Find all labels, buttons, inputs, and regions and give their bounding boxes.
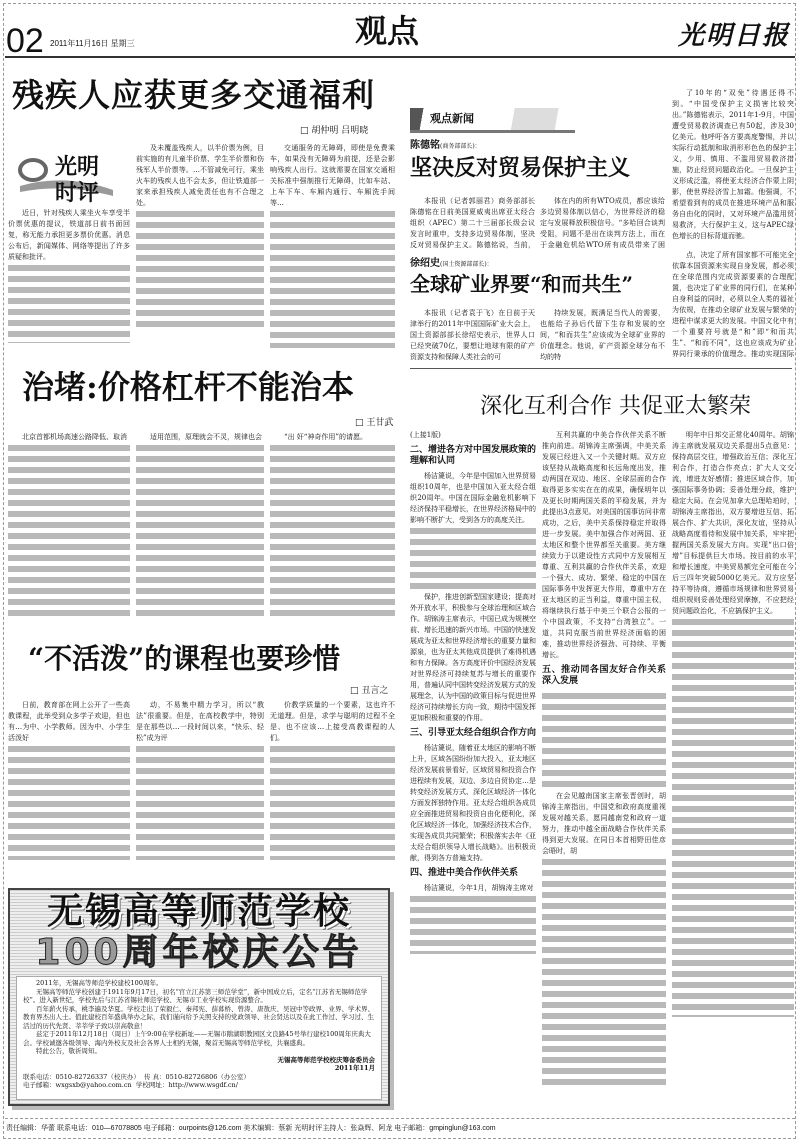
article-column: 近日，针对残疾人乘坐火车享受半价票优惠的提议，铁道部日前书面回复，称无能力承担更多票价优惠。消息公布后，新闻媒体、网络等提出了许多质疑和批评。: [8, 208, 130, 348]
article-column: “出 奸“神奇作用”的请愿。: [270, 432, 395, 620]
ad-email-link[interactable]: 电子邮箱：wxgsxb@yahoo.com.cn: [23, 1081, 132, 1089]
headline-courses: “不活泼”的课程也要珍惜: [28, 642, 341, 675]
article-column: 持续发展，既满足当代人的需要，也能给子孙后代留下生存和发展的空间，“和而共生”应该成为全球矿业界的价值理念。他说，矿产资源全球分布不均的特: [540, 309, 665, 361]
news-section-tab: 观点新闻: [410, 108, 575, 133]
masthead-logo: 光明日报: [677, 21, 790, 51]
byline: □ 丑言之: [350, 686, 389, 696]
article-column: 本报讯（记者郭丽君）商务部部长陈德铭在日前美国夏威夷出席亚太经合组织（APEC）第二十三届部长级会议发言时重申，支持多边贸易体制，坚决反对贸易保护主义。陈德铭说，当前，: [410, 197, 535, 249]
article-column: 及未覆盖残疾人，以半价票为例，目前实施的有儿童半价票、学生半价票和伤残军人半价票等。…不管减免可行，乘坐火车的残疾人也不会太多，但让铁道部一家来承担残疾人减免责任也有不合理之处。: [136, 143, 264, 348]
editor-credits: 责任编辑：华蕾 联系电话：010—67078805 电子邮箱：ourpoints@126.com 美术编辑：蔡新 光明时评主持人：张焱辉、阿龙 电子邮箱：gmpinglun@163.com: [6, 1125, 496, 1132]
article-column: 适用范围，原理就会不灵，规律也会: [136, 432, 264, 620]
article-column: 本报讯（记者袁于飞）在日前于天津举行的2011年中国国际矿业大会上，国土资源部部长徐绍史表示，世界人口已经突破70亿，要想让地球有限的矿产资源支持和保障人类社会的可: [410, 309, 535, 361]
headline-traffic-pricing: 治堵:价格杠杆不能治本: [22, 368, 354, 406]
header-rule: [5, 56, 795, 58]
ad-title: 无锡高等师范学校: [46, 891, 351, 932]
article-column: 日前，教育部在网上公开了一些高教课程，此举受到众多学子欢迎，但也有…为中、小学教师。因为中、小学生活泼好: [8, 700, 130, 860]
column-logo-shiping: [15, 148, 115, 206]
headline-trade-protectionism: 坚决反对贸易保护主义: [410, 155, 631, 181]
issue-date: 2011年11月16日 星期三: [50, 39, 135, 48]
speaker-name: 陈德铭(商务部部长)：: [410, 140, 481, 151]
school-anniversary-ad: [8, 888, 390, 1106]
speaker-name: 徐绍史(国土资源部部长)：: [410, 258, 493, 269]
byline: □ 王甘武: [355, 418, 394, 428]
article-column: 北京首都机场高速公路降低、取消: [8, 432, 130, 620]
article-column: 明年中日邦交正常化40周年。胡锦涛主席就发展双边关系提出5点意见：保持高层交往，增强政治互信；深化互利合作，打造合作亮点；扩大人文交流，增进友好感情；推进区域合作，加强国际事务协调；妥善处理分歧，维护稳定大局。在会见加拿大总理哈珀时，胡锦涛主席指出，双方要增进互信、拓展合作、扩大共识，深化友谊，坚持从战略高度看待和发展中加关系，牢牢把握两国关系发展大方向。实现“出口倍增”目标提供巨大市场。按目前的水平和增长速度，中美贸易额完全可能在今后三四年突破5000亿美元。双方应坚持平等协商，遵循市场规律和世界贸易组织规则妥善处理经贸摩擦，不应把经贸问题政治化，不应搞保护主义。: [672, 430, 794, 1090]
article-column: 价教学质量的一个要素，这也许不无道理。但是，求学与聪明的过程不全是、也不应该…上接受高教课程的人们。: [270, 700, 395, 860]
ad-website-link[interactable]: 学校网址：http://www.wsgdf.cn/: [135, 1081, 238, 1089]
ad-body: 2011年，无锡高等师范学校建校100周年。 无锡高等师范学校创建于1911年9月17日，初名“官立江苏第三师范学堂”，新中国成立后，定名“江苏省无锡师范学校”。进入新世纪，学校先后与江苏省锡社师范学校、无锡市工业学校实现资源整合。 百年薪火传承，桃李遍及华夏。学校走出了荣毅仁、秦邦宪、薛暮桥、曾涛、唐敖庆、吴冠中等政界、业界、学术界、教育界杰出人士。值此建校百年盛典举办之际，我们谨向给予关照支持的党政领导、社会贤达以及在此工作过、学习过、生活过的历代先贤、莘莘学子致以崇高敬意！ 兹定于2011年12月18日（周日）上午9:00在学校新址——无锡市鹅湖职教园区文良路45号举行建校100周年庆典大会。学校诚邀各级领导、海内外校友及社会各界人士相约无锡，聚首无锡高等师范学校，共襄盛典。 特此公告，敬祈周知。 无锡高等师范学校校庆筹备委员会 2011年11月 联系电话：0510-82726337（校庆办） 传 真：0510-82726806（办公室） 电子邮箱：wxgsxb@yahoo.com.cn 学校网址：http://www.wsgdf.cn/: [16, 976, 382, 1100]
article-column: 互利共赢的中美合作伙伴关系不断推向前进。胡锦涛主席强调，中美关系发展已经进入又一个关键时期。双方应该坚持从战略高度和长远角度出发，推动两国在双边、地区、全球层面的合作取得更多实实在在的成果，确保明年以及更长时期两国关系的平稳发展，并为此提出3点意见。对美国的国事访问非常成功，之后，美中关系保持稳定并取得进一步发展。美中加强合作对两国、亚太地区和整个世界都至关重要。美方继续致力于以建设性方式同中方发展相互尊重、互利共赢的合作伙伴关系，欢迎一个强大、成功、繁荣、稳定的中国在国际事务中发挥更大作用，尊重中方在亚太地区的正当利益，尊重中国主权，将继续执行基于中美三个联合公报的一个中国政策，不支持“台湾独立”。一道，共同克服当前世界经济面临的困难，推动世界经济强劲、可持续、平衡增长。 五、推动同各国友好合作关系深入发展 在会见越南国家主席张晋创时，胡锦涛主席指出，中国党和政府高度重视发展对越关系，愿同越南党和政府一道努力，推动中越全面战略合作伙伴关系得到更大发展。在同日本首相野田佳彦会晤时，胡: [542, 430, 666, 1090]
headline-disabled-transport: 残疾人应获更多交通福利: [12, 76, 376, 114]
article-column: 了10年的“双免”待遇还得不到。“中国受保护主义损害比较突出。”陈德铭表示，2011年1-9月，中国遭受贸易救济调查已有50起，涉及30亿美元。他呼吁各方要高度警惕，并以实际行动抵制和取消形形色色的保护主义，少用、慎用、不滥用贸易救济措施，防止经贸问题政治化。一旦保护主义形成泛滥，将使亚太经济合作蒙上阴影，使世界经济雪上加霜。他强调，不希望看到有的成员在推进环境产品和服务自由化的同时，又对环境产品滥用贸易救济，大行保护主义，这与APEC绿色增长的目标背道而驰。 点，决定了所有国家都不可能完全依靠本国资源来实现自身发展，都必须在全球范围内完成资源要素的合理配置，也决定了矿业界的同行们，在某种自身利益的同时，必须以全人类的福祉为依规，在推动全球矿业发展与繁荣的进程中谋求更大的发展。中国文化中有一个重要符号就是“和”即“和而共生”、“和而不同”，这也应该成为矿业界同行秉承的价值理念。推动实现国际: [672, 89, 794, 358]
section-title: 观点: [355, 12, 420, 50]
ad-subtitle: 100周年校庆公告: [35, 932, 363, 973]
article-column: 交通服务的无障碍，即使是免费乘车，如果没有无障碍为前提，还是会影响残疾人出行。这就需要在国家交通相关标准中强制推行无障碍，比如车站、上车下车、车厢内通行、车厢洗手间等…: [270, 143, 395, 348]
divider: [410, 368, 792, 369]
headline-apec-cooperation: 深化互利合作 共促亚太繁荣: [480, 394, 751, 419]
headline-mining: 全球矿业界要“和而共生”: [410, 272, 634, 296]
byline: □ 胡仲明 吕明晓: [300, 126, 369, 136]
column-logo-text: 光明时评: [55, 154, 100, 206]
footer-rule: [5, 1118, 795, 1119]
article-column: 动，不易集中精力学习，所以“教法”很重要。但是，在高校教学中，特别是在那些以…一段时间以来，“快乐、轻松”成为评: [136, 700, 264, 860]
article-column: (上接1版) 二、增进各方对中国发展政策的理解和认同 杨洁篪说，今年是中国加入世界贸易组织10周年，也是中国加入亚太经合组织20周年。中国在国际金融危机影响下经济保持平稳增长，在世界经济格局中的影响不断扩大，受到各方的高度关注。 保护，推进创新型国家建设；提高对外开放水平，积极参与全球治理和区域合作。胡锦涛主席表示，中国已成为规模空前、增长迅速的新兴市场。中国的快速发展成为亚太和世界经济增长的重要力量和源泉，也为亚太其他成员提供了难得机遇和有力保障。各方高度评价中国经济发展对世界经济可持续复苏与增长的重要作用，普遍认同中国转变经济发展方式的发展理念，认为中国的政策目标与促进世界经济可持续增长方向一致，期待中国发挥更加积极和重要的作用。 三、引导亚太经合组织合作方向 杨洁篪说，随着亚太地区的影响不断上升，区域各国纷纷加大投入，亚太地区经济发展前景看好，区域贸易和投资合作进程续有发展，双边、多边自贸协定…是转变经济发展方式、深化区域经济一体化方面发挥独特作用。亚太经合组织各成员应全面推进贸易和投资自由化便利化，深化区域经济一体化，加强经济技术合作，实现各成员共同繁荣；积极落实去年《亚太经合组织领导人增长战略》。出积极贡献，得到各方普遍支持。 四、推进中美合作伙伴关系 杨洁篪说，今年1月，胡锦涛主席对: [410, 430, 536, 1090]
article-column: 体在内的所有WTO成员，都应该给多边贸易体制以信心，为世界经济的稳定与发展释放积极信号。“多哈回合谈判受阻，问题不是出在谈判方法上，而在于金融危机给WTO所有成员带来了困: [540, 197, 665, 249]
page-number: 02: [6, 22, 44, 60]
